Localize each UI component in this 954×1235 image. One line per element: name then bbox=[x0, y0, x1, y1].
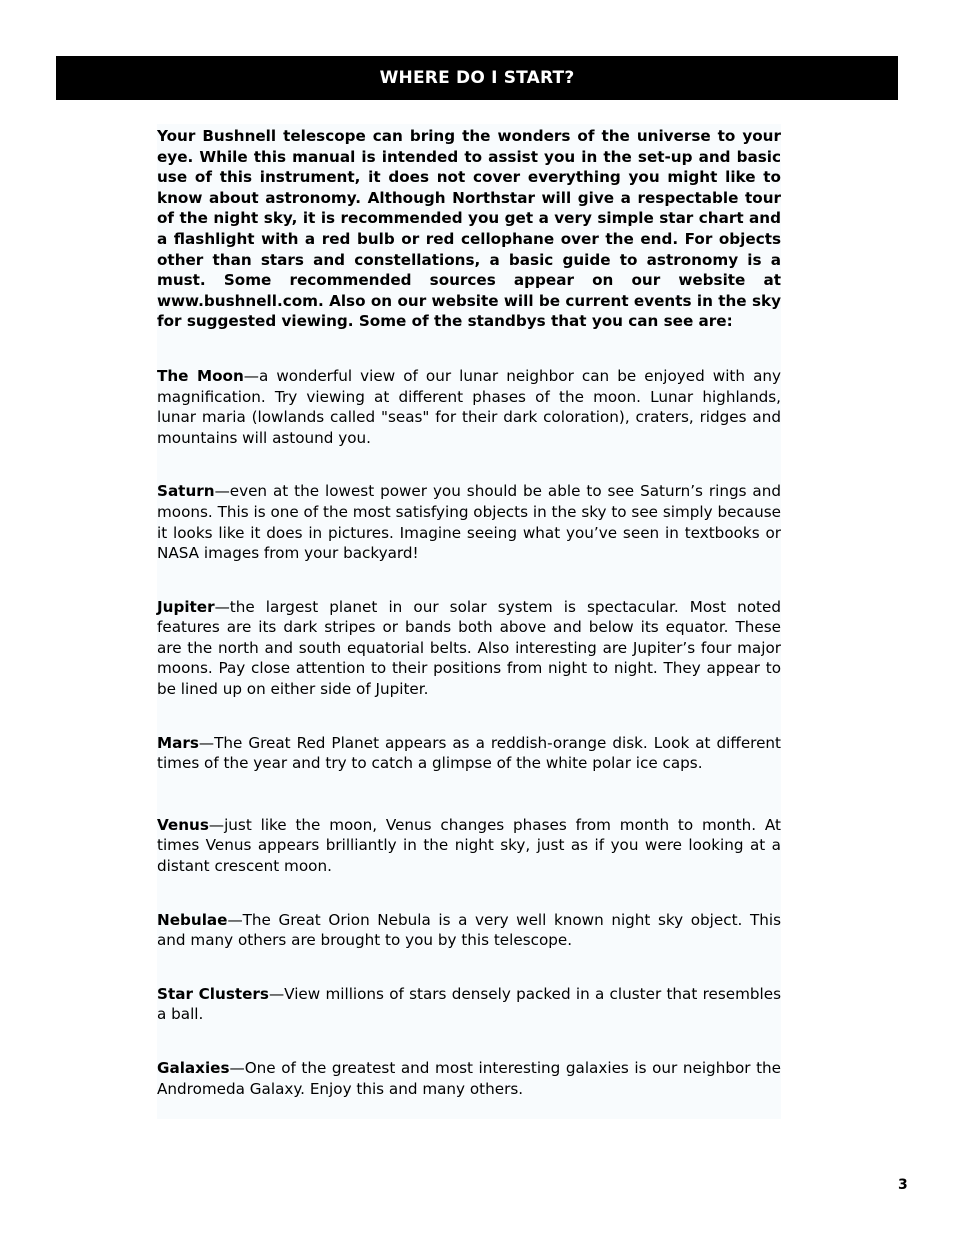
entry-text: —even at the lowest power you should be able to see Saturn’s rings and moons. This is one of the most satisfying objects in the sky to see simply because it looks like it does in pictures. Imagine seeing what you’ve seen in textbooks or NASA images from your backyard! bbox=[157, 482, 781, 563]
entry-venus bbox=[157, 815, 781, 877]
entry-saturn bbox=[157, 481, 781, 563]
entry-moon bbox=[157, 366, 781, 448]
entry-term: Galaxies bbox=[157, 1059, 230, 1077]
entry-text: —the largest planet in our solar system is spectacular. Most noted features are its dark stripes or bands both above and below its equator. These are the north and south equatorial belts. Also interesting are Jupiter’s four major moons. Pay close attention to their positions from night to night. They appear to be lined up on either side of Jupiter. bbox=[157, 597, 781, 699]
entry-term: Star Clusters bbox=[157, 984, 269, 1003]
entry-term: The Moon bbox=[157, 366, 244, 385]
entry-text: —View millions of stars densely packed in a cluster that resembles a ball. bbox=[157, 984, 781, 1024]
entry-mars bbox=[157, 733, 781, 774]
entry-term: Venus bbox=[157, 815, 209, 834]
entry-text: —One of the greatest and most interesting galaxies is our neighbor the Andromeda Galaxy. Enjoy this and many others. bbox=[157, 1059, 781, 1098]
entry-nebulae bbox=[157, 910, 781, 951]
entry-star-clusters bbox=[157, 984, 781, 1025]
entry-term: Saturn bbox=[157, 482, 215, 501]
section-title: WHERE DO I START? bbox=[379, 68, 575, 88]
page-content bbox=[157, 124, 781, 1119]
entry-term: Mars bbox=[157, 733, 199, 752]
entry-text: —The Great Red Planet appears as a reddish-orange disk. Look at different times of the year and try to catch a glimpse of the white polar ice caps. bbox=[157, 733, 781, 773]
entry-text: —The Great Orion Nebula is a very well known night sky object. This and many others are brought to you by this telescope. bbox=[157, 910, 781, 950]
section-header-banner bbox=[56, 56, 898, 100]
page-number: 3 bbox=[898, 1177, 908, 1193]
entry-text: —a wonderful view of our lunar neighbor can be enjoyed with any magnification. Try viewing at different phases of the moon. Lunar highlands, lunar maria (lowlands called "seas" for their dark coloration), craters, ridges and mountains will astound you. bbox=[157, 366, 781, 447]
entry-term: Nebulae bbox=[157, 910, 228, 929]
entry-text: —just like the moon, Venus changes phases from month to month. At times Venus appears brilliantly in the night sky, just as if you were looking at a distant crescent moon. bbox=[157, 815, 781, 876]
entry-galaxies bbox=[157, 1058, 781, 1099]
entry-term: Jupiter bbox=[157, 597, 215, 616]
entry-jupiter bbox=[157, 597, 781, 700]
intro-paragraph: Your Bushnell telescope can bring the wonders of the universe to your eye. While this manual is intended to assist you in the set-up and basic use of this instrument, it does not cover everything you might like to know about astronomy. Although Northstar will give a respectable tour of the night sky, it is recommended you get a very simple star chart and a flashlight with a red bulb or red cellophane over the end. For objects other than stars and constellations, a basic guide to astronomy is a must. Some recommended sources appear on our website at www.bushnell.com. Also on our website will be current events in the sky for suggested viewing. Some of the standbys that you can see are: bbox=[157, 127, 781, 331]
